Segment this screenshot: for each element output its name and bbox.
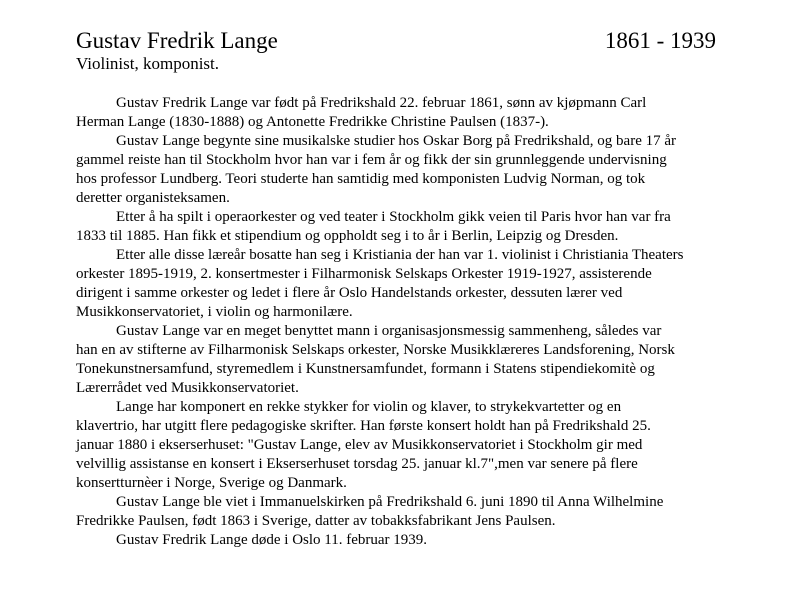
text-line: Fredrikke Paulsen, født 1863 i Sverige, datter av tobakksfabrikant Jens Paulsen.: [76, 513, 556, 529]
text-line: orkester 1895-1919, 2. konsertmester i Filharmonisk Selskaps Orkester 1919-1927, assisterende: [76, 266, 652, 282]
text-line: Gustav Lange begynte sine musikalske studier hos Oskar Borg på Fredrikshald, og bare 17 år: [116, 133, 677, 149]
text-line: Lærerrådet ved Musikkonservatoriet.: [76, 380, 299, 396]
text-line: Lange har komponert en rekke stykker for violin og klaver, to strykekvartetter og en: [116, 399, 622, 415]
title-row: [76, 27, 716, 54]
text-line: Gustav Fredrik Lange døde i Oslo 11. februar 1939.: [116, 532, 428, 548]
person-name: Gustav Fredrik Lange: [76, 28, 278, 53]
text-line: Gustav Fredrik Lange var født på Fredrikshald 22. februar 1861, sønn av kjøpmann Carl: [116, 95, 647, 111]
text-line: Herman Lange (1830-1888) og Antonette Fredrikke Christine Paulsen (1837-).: [76, 114, 549, 130]
text-line: han en av stifterne av Filharmonisk Selskaps orkester, Norske Musikklæreres Landsforening, Norsk: [76, 342, 675, 358]
text-line: Tonekunstnersamfund, styremedlem i Kunstnersamfundet, formann i Statens stipendiekomitè og: [76, 361, 655, 377]
text-line: 1833 til 1885. Han fikk et stipendium og oppholdt seg i to år i Berlin, Leipzig og Dresden.: [76, 228, 619, 244]
text-line: klavertrio, har utgitt flere pedagogiske skrifter. Han første konsert holdt han på Fredrikshald 25.: [76, 418, 651, 434]
text-line: Etter å ha spilt i operaorkester og ved teater i Stockholm gikk veien til Paris hvor han var fra: [116, 209, 671, 225]
occupation-subtitle: Violinist, komponist.: [76, 54, 220, 73]
life-years: 1861 - 1939: [604, 28, 716, 53]
text-line: januar 1880 i ekserserhuset: "Gustav Lange, elev av Musikkonservatoriet i Stockholm gir med: [76, 437, 643, 453]
text-line: Gustav Lange var en meget benyttet mann i organisasjonsmessig sammenheng, således var: [116, 323, 662, 339]
text-line: Etter alle disse læreår bosatte han seg i Kristiania der han var 1. violinist i Christiania Theaters: [116, 247, 684, 263]
document-page: [76, 27, 716, 550]
text-line: Musikkonservatoriet, i violin og harmonilære.: [76, 304, 353, 320]
biography-text: [76, 94, 716, 550]
text-line: hos professor Lundberg. Teori studerte han samtidig med komponisten Ludvig Norman, og tok: [76, 171, 646, 187]
text-line: gammel reiste han til Stockholm hvor han var i fem år og fikk der sin grunnleggende undervisning: [76, 152, 667, 168]
text-line: deretter organisteksamen.: [76, 190, 230, 206]
text-line: Gustav Lange ble viet i Immanuelskirken på Fredrikshald 6. juni 1890 til Anna Wilhelmine: [116, 494, 664, 510]
text-line: konsertturnèer i Norge, Sverige og Danmark.: [76, 475, 347, 491]
text-line: dirigent i samme orkester og ledet i flere år Oslo Handelstands orkester, dessuten lærer ved: [76, 285, 623, 301]
text-line: velvillig assistanse en konsert i Ekserserhuset torsdag 25. januar kl.7",men var senere på flere: [76, 456, 638, 472]
